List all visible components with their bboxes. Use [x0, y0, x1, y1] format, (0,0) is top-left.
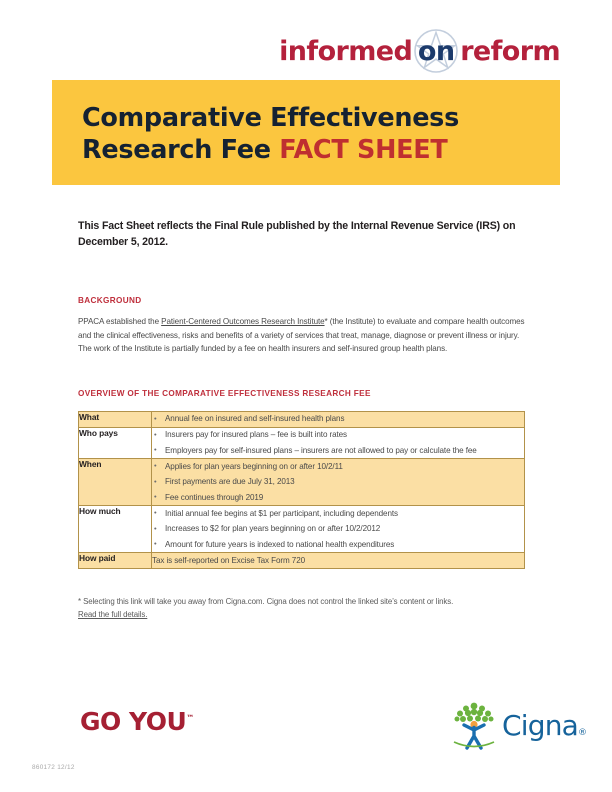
document-body	[78, 218, 528, 621]
background-heading: BACKGROUND	[78, 296, 142, 305]
table-row-label: How much	[79, 506, 152, 553]
background-text-after-link: * (the Institute) to evaluate and compare health outcomes and the clinical effectiveness, risks and benefits of a variety of services that treat, manage, diagnose or prevent illness or injury. The work of the Institute is partially funded by a fee on health insurers and self-insured group health plans.	[78, 317, 525, 354]
cigna-tree-logo-icon	[450, 700, 498, 750]
cigna-wordmark-text: Cigna	[502, 709, 579, 742]
go-you-text: GO YOU	[80, 707, 187, 736]
table-row	[79, 459, 525, 506]
list-item: • First payments are due July 31, 2013	[152, 476, 524, 488]
table-row-value	[152, 553, 525, 569]
bullet-list	[152, 508, 524, 551]
page-title-accent: FACT SHEET	[279, 135, 448, 165]
overview-table	[78, 411, 525, 570]
registered-symbol: ®	[578, 728, 587, 738]
cigna-logo	[450, 700, 587, 752]
logo-word-reform: reform	[460, 35, 560, 67]
bullet-list	[152, 461, 524, 504]
table-row-value	[152, 427, 525, 459]
table-row-label: When	[79, 459, 152, 506]
intro-paragraph: This Fact Sheet reflects the Final Rule published by the Internal Revenue Service (IRS) on December 5, 2012.	[78, 220, 516, 248]
go-you-tagline	[80, 709, 194, 734]
background-paragraph	[78, 315, 528, 356]
footnote-text: * Selecting this link will take you away from Cigna.com. Cigna does not control the linked site’s content or links.	[78, 597, 454, 607]
logo-word-informed: informed	[279, 35, 413, 67]
table-row-value	[152, 459, 525, 506]
title-banner	[52, 80, 560, 185]
list-item: Tax is self-reported on Excise Tax Form 720	[152, 555, 305, 565]
list-item: • Applies for plan years beginning on or after 10/2/11	[152, 461, 524, 473]
list-item: • Fee continues through 2019	[152, 492, 524, 504]
cigna-wordmark	[502, 709, 587, 742]
table-row-label: Who pays	[79, 427, 152, 459]
table-row	[79, 427, 525, 459]
table-row	[79, 506, 525, 553]
pcori-link[interactable]: Patient-Centered Outcomes Research Institute	[161, 317, 325, 326]
logo-word-on: on	[417, 35, 455, 67]
footnote	[78, 596, 528, 621]
table-row-value	[152, 506, 525, 553]
table-row-value	[152, 411, 525, 427]
bullet-list	[152, 413, 524, 425]
background-text-before-link: PPACA established the	[78, 317, 162, 326]
read-full-details-link[interactable]: Read the full details.	[78, 609, 148, 619]
informed-on-reform-logo	[279, 32, 560, 70]
table-row	[79, 553, 525, 569]
list-item: • Amount for future years is indexed to national health expenditures	[152, 539, 524, 551]
page-title-line1: Comparative Effectiveness	[82, 103, 459, 133]
table-row-label: What	[79, 411, 152, 427]
overview-heading: OVERVIEW OF THE COMPARATIVE EFFECTIVENESS RESEARCH FEE	[78, 388, 371, 398]
list-item: • Insurers pay for insured plans – fee is built into rates	[152, 429, 524, 441]
list-item: • Initial annual fee begins at $1 per participant, including dependents	[152, 508, 524, 520]
page-title-line2: Research Fee	[82, 135, 280, 165]
list-item: • Employers pay for self-insured plans – insurers are not allowed to pay or calculate the fee	[152, 445, 524, 457]
trademark-symbol: ™	[186, 713, 195, 723]
overview-table-body	[79, 411, 525, 569]
bullet-list	[152, 429, 524, 457]
document-code: 860172 12/12	[32, 764, 75, 771]
star-emblem-icon	[413, 28, 459, 74]
masthead	[0, 0, 612, 80]
list-item: • Annual fee on insured and self-insured health plans	[152, 413, 524, 425]
page-title	[82, 102, 542, 166]
list-item: • Increases to $2 for plan years beginning on or after 10/2/2012	[152, 523, 524, 535]
table-row-label: How paid	[79, 553, 152, 569]
table-row	[79, 411, 525, 427]
